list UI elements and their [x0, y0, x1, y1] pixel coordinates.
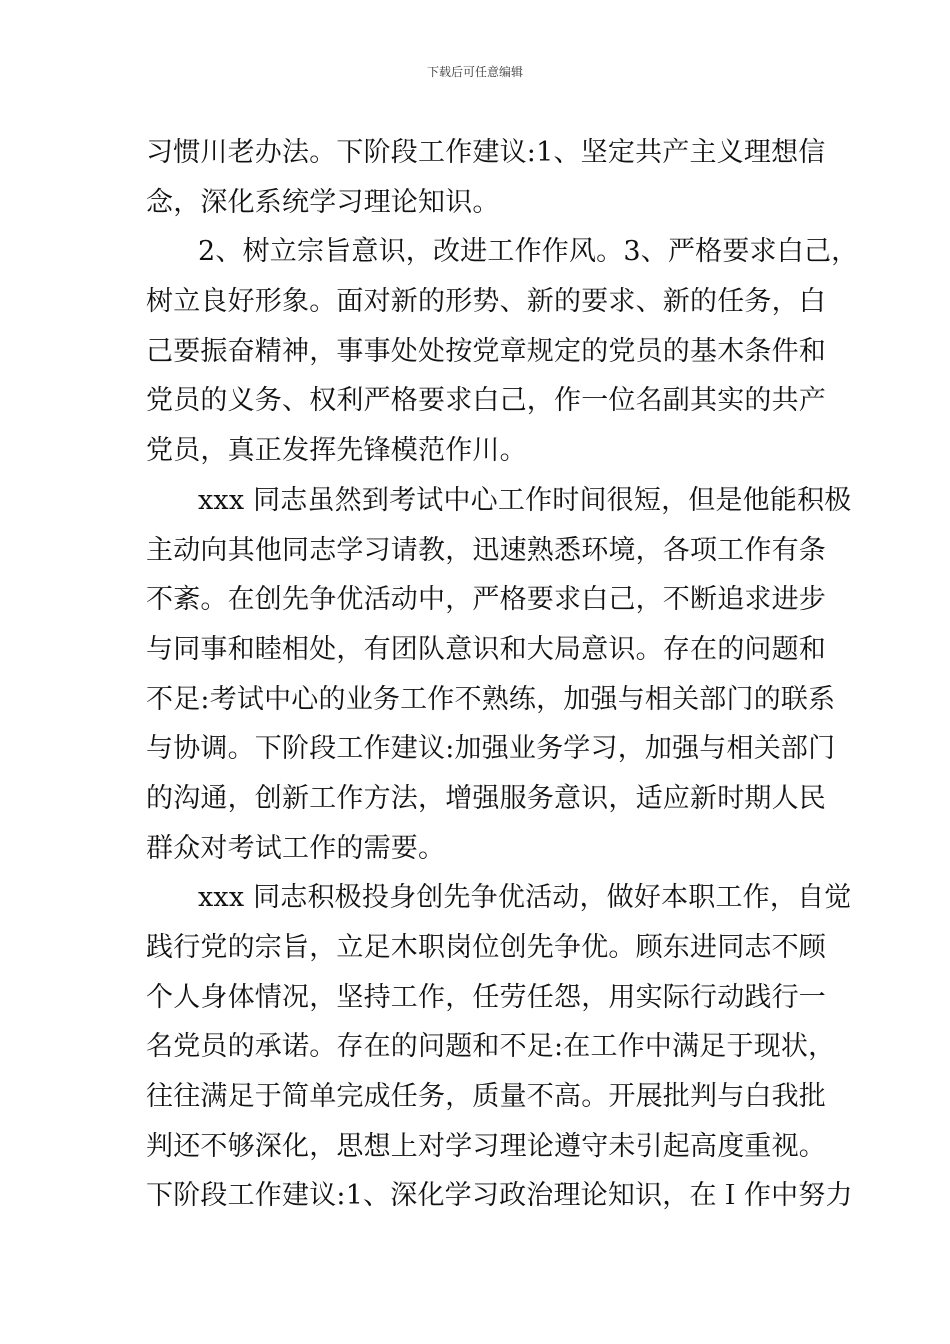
text-line: 的沟通，创新工作方法，增强服务意识，适应新时期人民 [146, 782, 826, 814]
text-line: 树立良好形象。面对新的形势、新的要求、新的任务，白 [146, 286, 826, 318]
text-line: 下阶段工作建议:1、深化学习政治理论知识，在Ｉ作中努力 [146, 1180, 853, 1212]
text-line: 与协调。下阶段工作建议:加强业务学习，加强与相关部门 [146, 733, 836, 765]
text-line: xxx 同志虽然到考试中心工作时间很短，但是他能积极 [198, 484, 852, 516]
text-line: 往往满足于简单完成任务，质量不高。开展批判与白我批 [146, 1081, 826, 1113]
text-line: 主动向其他同志学习请教，迅速熟悉环境，各项工作有条 [146, 534, 826, 566]
text-line: 不紊。在创先争优活动中，严格要求白己，不断追求进步 [146, 584, 826, 616]
text-line: 名党员的承诺。存在的问题和不足:在工作中满足于现状， [146, 1031, 836, 1063]
text-line: 2、树立宗旨意识，改进工作作风。3、严格要求白己， [198, 236, 859, 268]
text-line: 与同事和睦相处，有团队意识和大局意识。存在的问题和 [146, 633, 826, 665]
text-line: 念，深化系统学习理论知识。 [146, 186, 500, 218]
text-line: 个人身体情况，坚持工作，任劳任怨，用实际行动践行一 [146, 981, 826, 1013]
text-line: xxx 同志积极投身创先争优活动，做好本职工作，自觉 [198, 882, 852, 914]
page-header-note: 下载后可任意编辑 [426, 65, 523, 79]
text-line: 不足:考试中心的业务工作不熟练，加强与相关部门的联系 [146, 683, 836, 715]
document-body [146, 128, 859, 1221]
text-line: 党员，真正发挥先锋模范作川。 [146, 435, 527, 467]
text-line: 己要振奋精神，事事处处按党章规定的党员的基木条件和 [146, 335, 826, 367]
text-line: 践行党的宗旨，立足木职岗位创先争优。顾东进同志不顾 [146, 932, 826, 963]
text-line: 习惯川老办法。下阶段工作建议:1、坚定共产主义理想信 [146, 137, 826, 168]
text-line: 群众对考试工作的需要。 [146, 832, 446, 864]
text-line: 党员的义务、权利严格要求白己，作一位名副其实的共产 [146, 385, 826, 417]
text-line: 判还不够深化，思想上对学习理论遵守未引起高度重视。 [146, 1130, 826, 1162]
